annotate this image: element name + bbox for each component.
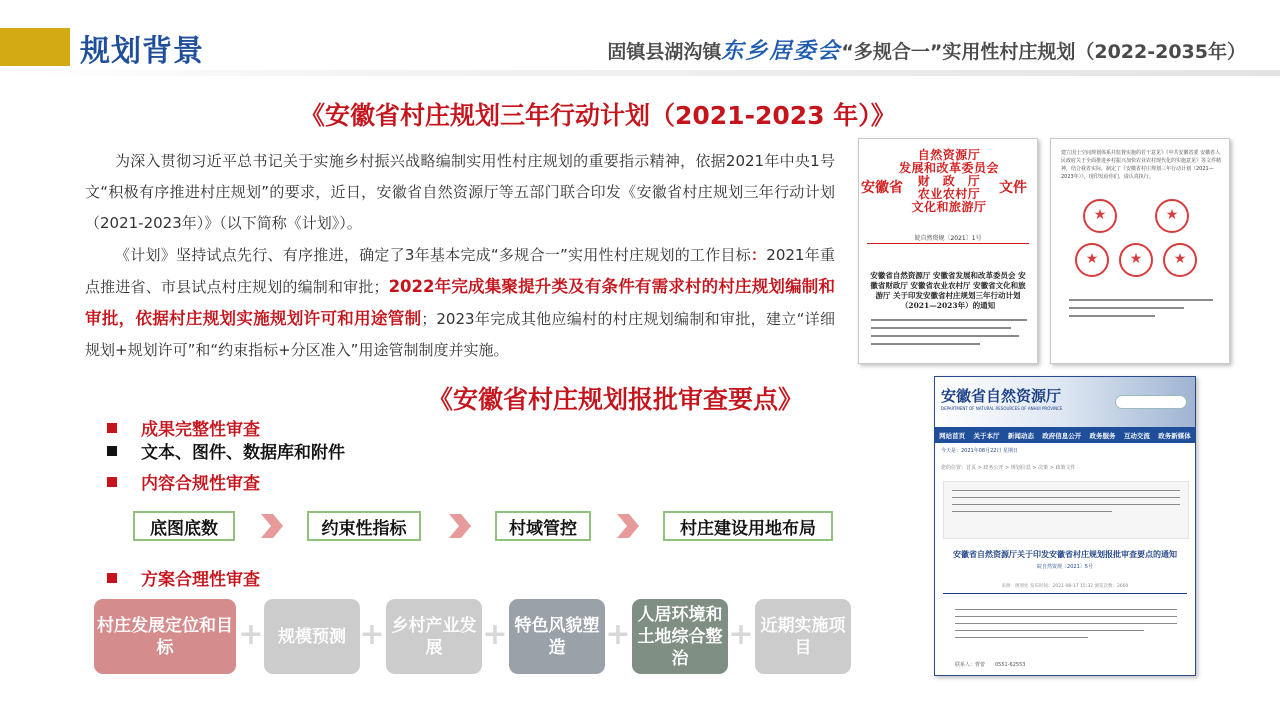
chevron-right-icon <box>613 512 641 540</box>
plan-paragraph-1: 为深入贯彻习近平总书记关于实施乡村振兴战略编制实用性村庄规划的重要指示精神，依据2021年中央1号文“积极有序推进村庄规划”的要求，近日，安徽省自然资源厅等五部门联合印发《安徽省村庄规划三年行动计划（2021-2023年）》（以下简称《计划》）。 <box>85 152 835 232</box>
red-seal-icon <box>1155 199 1189 233</box>
bullet-square-icon <box>107 446 117 456</box>
review-tile: 人居环境和土地综合整治 <box>632 599 728 674</box>
review-tile: 规模预测 <box>264 599 360 674</box>
para2-goal-2023: ；2023年完成其他应编村的村庄规划编制和审批，建立“详细规划+规划许可”和“约束指标+分区准入”用途管制制度并实施。 <box>85 310 836 359</box>
page-title: 规划背景 <box>80 34 204 69</box>
website-breadcrumb: 您的位置：首页 > 政务公开 > 规划信息 > 决策 > 政策文件 <box>941 465 1076 471</box>
bullet-rationality-review <box>107 565 260 590</box>
subtitle-prefix: 固镇县湖沟镇 <box>607 41 722 63</box>
doc1-issuer: 财 政 厅 <box>917 174 981 188</box>
para2-goal-2021: 2021年重点推进省、市县试点村庄规划的编制和审批； <box>85 246 835 296</box>
doc1-issuer: 自然资源厅 <box>917 148 981 162</box>
bullet-square-icon <box>107 477 117 487</box>
header-accent-bar <box>0 28 70 66</box>
website-nav-item: 政府信息公开 <box>1042 431 1082 440</box>
website-nav-item: 关于本厅 <box>973 431 1000 440</box>
website-date: 今天是：2021年08月22日 星期日 <box>941 448 1019 454</box>
doc1-issuer: 农业农村厅 <box>917 187 981 201</box>
bullet-square-icon <box>107 573 117 583</box>
bullet-compliance-review <box>107 469 260 494</box>
flow-step: 底图底数 <box>133 511 235 541</box>
bullet-integrity-contents <box>107 438 345 463</box>
plus-icon: + <box>359 617 385 652</box>
para2-goal-2022: 2022年完成集聚提升类及有条件有需求村的村庄规划编制和审批，依据村庄规划实施规划许可和用途管制 <box>85 277 835 328</box>
plus-icon: + <box>605 617 631 652</box>
header-divider <box>0 70 1280 76</box>
bullet-label: 成果完整性审查 <box>141 420 260 440</box>
website-article-number: 皖自然资规〔2021〕5号 <box>1037 564 1093 570</box>
bullet-label: 方案合理性审查 <box>141 570 260 590</box>
website-screenshot <box>934 376 1196 676</box>
doc1-issuer: 文化和旅游厅 <box>911 200 987 214</box>
red-seal-icon <box>1163 243 1197 277</box>
website-banner <box>935 377 1195 427</box>
para2-intro: 《计划》坚持试点先行、有序推进，确定了3年基本完成“多规合一”实用性村庄规划的工作目标 <box>115 246 752 264</box>
doc1-heading: 安徽省自然资源厅 安徽省发展和改革委员会 安徽省财政厅 安徽省农业农村厅 安徽省文化和旅游厅 关于印发安徽省村庄规划三年行动计划（2021—2023年）的通知 <box>870 271 1026 310</box>
review-tile: 乡村产业发展 <box>386 599 482 674</box>
website-nav-item: 政务新媒体 <box>1158 431 1191 440</box>
bullet-square-icon <box>107 423 117 433</box>
chevron-right-icon <box>445 512 473 540</box>
bullet-label: 文本、图件、数据库和附件 <box>141 443 345 463</box>
website-article-body <box>955 609 1177 644</box>
review-tile: 近期实施项目 <box>755 599 851 674</box>
website-name-en: DEPARTMENT OF NATURAL RESOURCES OF ANHUI PROVINCE <box>941 406 1063 411</box>
subtitle-calligraphy: 东乡居委会 <box>721 38 842 64</box>
website-nav-item: 政务服务 <box>1089 431 1116 440</box>
chevron-right-icon <box>257 512 285 540</box>
website-nav-item: 新闻动态 <box>1007 431 1034 440</box>
website-contact: 联系人：曹蕾 0551-62553 <box>955 662 1026 668</box>
website-search-box <box>1115 395 1187 409</box>
doc1-red-rule <box>867 243 1029 244</box>
plan-paragraph-2 <box>85 240 835 366</box>
review-tile: 特色风貌塑造 <box>509 599 605 674</box>
doc1-number: 皖自然资规〔2021〕1号 <box>914 235 982 242</box>
flow-step: 村域管控 <box>495 511 591 541</box>
doc2-body-text <box>1069 299 1213 323</box>
website-nav-item: 网站首页 <box>939 431 966 440</box>
flow-step: 约束性指标 <box>307 511 421 541</box>
doc1-body-text <box>871 319 1027 351</box>
doc2-header-text: 建立国土空间规划体系并监督实施的若干意见》《中共安徽省委 安徽省人民政府关于全面推进乡村振兴加快农业农村现代化的实施意见》等文件精神，结合我省实际，制定了《安徽省村庄规划三年行动计划（2021—2023年）》，现印发给你们，请认真执行。 <box>1061 150 1222 180</box>
subtitle-suffix: “多规合一”实用性村庄规划（2022-2035年） <box>841 41 1246 63</box>
doc1-issuer: 发展和改革委员会 <box>898 161 999 175</box>
website-meta-table <box>943 481 1189 539</box>
plan-section-title: 《安徽省村庄规划三年行动计划（2021-2023 年）》 <box>300 101 896 130</box>
review-tile: 村庄发展定位和目标 <box>94 599 236 674</box>
red-seal-icon <box>1075 243 1109 277</box>
plus-icon: + <box>238 617 264 652</box>
website-nav-item: 互动交流 <box>1123 431 1150 440</box>
bullet-integrity-review <box>107 415 260 440</box>
plus-icon: + <box>482 617 508 652</box>
doc1-doc-word: 文件 <box>999 180 1027 196</box>
flow-step: 村庄建设用地布局 <box>663 511 833 541</box>
review-section-title: 《安徽省村庄规划报批审查要点》 <box>428 385 804 414</box>
website-article-title: 安徽省自然资源厅关于印发安徽省村庄规划报批审查要点的通知 <box>953 550 1177 559</box>
para2-colon: ： <box>751 246 767 264</box>
page-subtitle <box>607 34 1246 65</box>
document-image-seals <box>1050 138 1230 364</box>
website-nav <box>935 427 1195 443</box>
website-name: 安徽省自然资源厅 <box>941 387 1062 405</box>
website-divider <box>943 593 1187 594</box>
doc1-province: 安徽省 <box>861 180 903 196</box>
website-article-info: 来源：规划处 发布时间：2021-08-17 15:32 浏览次数：2660 <box>1001 584 1129 589</box>
document-image-notice <box>858 138 1038 364</box>
red-seal-icon <box>1083 199 1117 233</box>
red-seal-icon <box>1119 243 1153 277</box>
bullet-label: 内容合规性审查 <box>141 474 260 494</box>
plus-icon: + <box>728 617 754 652</box>
